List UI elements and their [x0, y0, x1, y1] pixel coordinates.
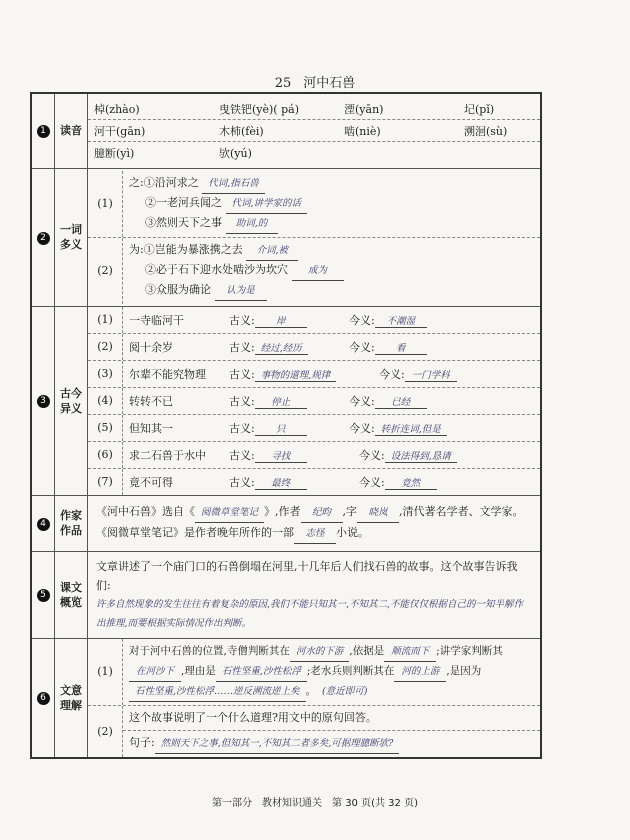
section-number: 1: [37, 125, 50, 138]
overview-text: 文章讲述了一个庙门口的石兽倒塌在河里,十几年后人们找石兽的故事。这个故事告诉我们:许多自然现象的发生往往有着复杂的原因,我们不能只知其一,不知其二,不能仅仅根据自己的一知半解作出推理,而要根据实际情况作出判断。: [96, 559, 524, 629]
section-comprehension: 6 文意 理解 (1) 对于河中石兽的位置,寺僧判断其在 河水的下游 ,依据是 顺流而下 ;讲学家判断其在河沙下 ,理由是 石性坚重,沙性松浮 ;老水兵则判断其在 河的上游 ,是因为石性坚重,沙性松浮……逆反溯流逆上矣 。 (意近即可) (2) 这个故事说明了一个什么道理?用文中的原句回答。 句子: 然则天下之事,但知其一,不知其二者多矣,可据理臆断欤?: [31, 638, 541, 758]
section-author: 4 作家 作品 《河中石兽》选自《 阅微草堂笔记 》,作者 纪昀 ,字 晓岚 ,清代著名学者、文学家。 《阅微草堂笔记》是作者晚年所作的一部 志怪 小说。: [31, 495, 541, 551]
section-polysemy: 2 一词 多义 (1) 之:①沿河求之 代词,指石兽 ②一老河兵闻之 代词,讲学家的话 ③然则天下之事 助词,的 (2) 为:①岂能为暴涨携之去 介词,被 ②必于石下迎水处啮沙为坎穴 成为 ③众服为确论 认为是: [31, 168, 541, 306]
meaning-row: (4) 转转不已 古义: 停止 今义: 已经: [88, 388, 540, 415]
knowledge-table: [30, 92, 542, 759]
comprehension-item: (1) 对于河中石兽的位置,寺僧判断其在 河水的下游 ,依据是 顺流而下 ;讲学家判断其在河沙下 ,理由是 石性坚重,沙性松浮 ;老水兵则判断其在 河的上游 ,是因为石性坚重,沙性松浮……逆反溯流逆上矣 。 (意近即可): [88, 639, 540, 706]
page-title: [0, 72, 630, 91]
reading-row: 河干(gān) 木柿(fèi) 啮(niè) 溯洄(sù): [88, 120, 540, 142]
section-ancient-modern: 3 古今 异义 (1) 一寺临河干 古义: 岸 今义: 不潮湿 (2) 阅十余岁 古义: 经过,经历 今义: 看 (3) 尔辈不能究物理 古义: 事物的道理,规律 今义: 一门学科 (4) 转转不已 古义: 停止 今义: 已经 (5) 但知其一 古义: 只 今义: 转折连词,但是 (6) 求二石兽于水中 古义: 寻找 今义: 设法得到,恳请 (7) 竟不可得 古义: 最终 今义: 竟然: [31, 306, 541, 495]
section-label: 读音: [55, 93, 88, 168]
meaning-row: (5) 但知其一 古义: 只 今义: 转折连词,但是: [88, 415, 540, 442]
reading-row: 臆断(yì) 欤(yú): [94, 146, 252, 160]
reading-row: 棹(zhào) 曳铁钯(yè)( pá) 湮(yān) 圮(pǐ): [88, 98, 540, 120]
polysemy-item: (1) 之:①沿河求之 代词,指石兽 ②一老河兵闻之 代词,讲学家的话 ③然则天下之事 助词,的: [88, 171, 540, 238]
lesson-number: 25: [274, 76, 292, 91]
lesson-title: 河中石兽: [303, 76, 356, 91]
author-text: 《河中石兽》选自《 阅微草堂笔记 》,作者 纪昀 ,字 晓岚 ,清代著名学者、文学家。 《阅微草堂笔记》是作者晚年所作的一部 志怪 小说。: [88, 497, 540, 549]
meaning-row: (3) 尔辈不能究物理 古义: 事物的道理,规律 今义: 一门学科: [88, 361, 540, 388]
polysemy-item: (2) 为:①岂能为暴涨携之去 介词,被 ②必于石下迎水处啮沙为坎穴 成为 ③众服为确论 认为是: [88, 238, 540, 304]
comprehension-item: (2) 这个故事说明了一个什么道理?用文中的原句回答。 句子: 然则天下之事,但知其一,不知其二者多矣,可据理臆断欤?: [88, 706, 540, 757]
page-footer: 第一部分 教材知识通关 第 30 页(共 32 页): [212, 798, 418, 809]
meaning-row: (7) 竟不可得 古义: 最终 今义: 竟然: [88, 469, 540, 495]
section-reading: [31, 93, 541, 168]
section-overview: 5 课文 概览 文章讲述了一个庙门口的石兽倒塌在河里,十几年后人们找石兽的故事。这个故事告诉我们:许多自然现象的发生往往有着复杂的原因,我们不能只知其一,不知其二,不能仅仅根据自己的一知半解作出推理,而要根据实际情况作出判断。: [31, 551, 541, 638]
meaning-row: (2) 阅十余岁 古义: 经过,经历 今义: 看: [88, 334, 540, 361]
meaning-row: (1) 一寺临河干 古义: 岸 今义: 不潮湿: [88, 307, 540, 334]
meaning-row: (6) 求二石兽于水中 古义: 寻找 今义: 设法得到,恳请: [88, 442, 540, 469]
